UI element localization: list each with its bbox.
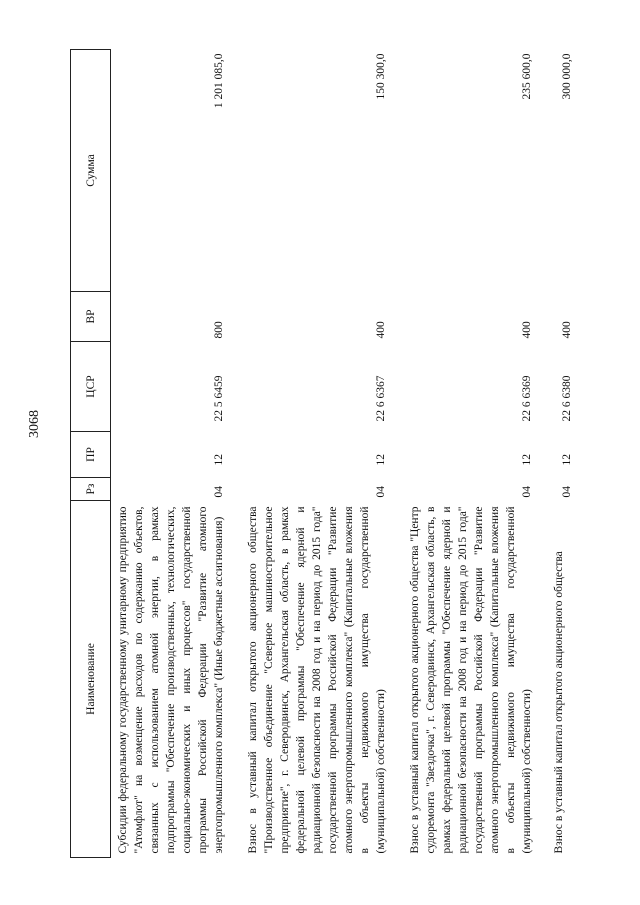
table-row <box>549 50 575 858</box>
row-csr: 22 5 6459 <box>213 375 225 422</box>
row-vr: 400 <box>561 321 573 339</box>
header-sum: Сумма <box>71 50 111 292</box>
row-rz: 04 <box>375 486 387 498</box>
header-name: Наименование <box>71 501 111 858</box>
row-vr: 400 <box>375 321 387 339</box>
row-sum: 235 600,0 <box>521 53 533 100</box>
budget-table-container <box>70 50 610 858</box>
row-name: Взнос в уставный капитал открытого акционерного общества "Центр судоремонта "Звездочка", г. Северодвинск, Архангельская область, в рамках федеральной целевой программы "Обеспечение ядерной и радиационной безопасности на 2008 год и на период до 2015 года" государственной программы Российской Федерации "Развитие атомного энергопромышленного комплекса" (Капитальные вложения в объекты недвижимого имущества государственной (муниципальной) собственности) <box>409 506 533 854</box>
row-pr: 12 <box>521 454 533 466</box>
row-csr: 22 6 6369 <box>521 375 533 422</box>
row-pr: 12 <box>213 454 225 466</box>
row-sum: 150 300,0 <box>375 53 387 100</box>
table-row <box>111 50 242 858</box>
row-name: Взнос в уставный капитал открытого акционерного общества "Производственное объединение "Северное машиностроительное предприятие", г. Северодвинск, Архангельская область, в рамках федеральной целевой программы "Обеспечение ядерной и радиационной безопасности на 2008 год и на период до 2015 года" государственной программы Российской Федерации "Развитие атомного энергопромышленного комплекса" (Капитальные вложения в объекты недвижимого имущества государственной (муниципальной) собственности) <box>247 506 387 854</box>
table-row <box>403 50 549 858</box>
row-vr: 400 <box>521 321 533 339</box>
table-row <box>241 50 403 858</box>
row-pr: 12 <box>561 454 573 466</box>
row-name: Взнос в уставный капитал открытого акционерного общества <box>553 551 565 854</box>
row-pr: 12 <box>375 454 387 466</box>
row-csr: 22 6 6367 <box>375 375 387 422</box>
row-sum: 300 000,0 <box>561 53 573 100</box>
row-csr: 22 6 6380 <box>561 375 573 422</box>
row-rz: 04 <box>213 486 225 498</box>
header-rz: Рз <box>71 478 111 501</box>
header-vr: ВР <box>71 292 111 342</box>
page-number: 3068 <box>27 410 42 438</box>
row-name: Субсидии федеральному государственному унитарному предприятию "Атомфлот" на возмещение расходов по содержанию объектов, связанных с использованием атомной энергии, в рамках подпрограммы "Обеспечение производственных, технологических, социально-экономических и иных процессов" государственной программы Российской Федерации "Развитие атомного энергопромышленного комплекса" (Иные бюджетные ассигнования) <box>117 506 225 854</box>
header-pr: ПР <box>71 432 111 478</box>
table-header-row <box>71 50 111 858</box>
budget-table <box>70 49 575 858</box>
header-csr: ЦСР <box>71 342 111 432</box>
row-rz: 04 <box>561 486 573 498</box>
row-vr: 800 <box>213 321 225 339</box>
row-rz: 04 <box>521 486 533 498</box>
row-sum: 1 201 085,0 <box>213 53 225 109</box>
